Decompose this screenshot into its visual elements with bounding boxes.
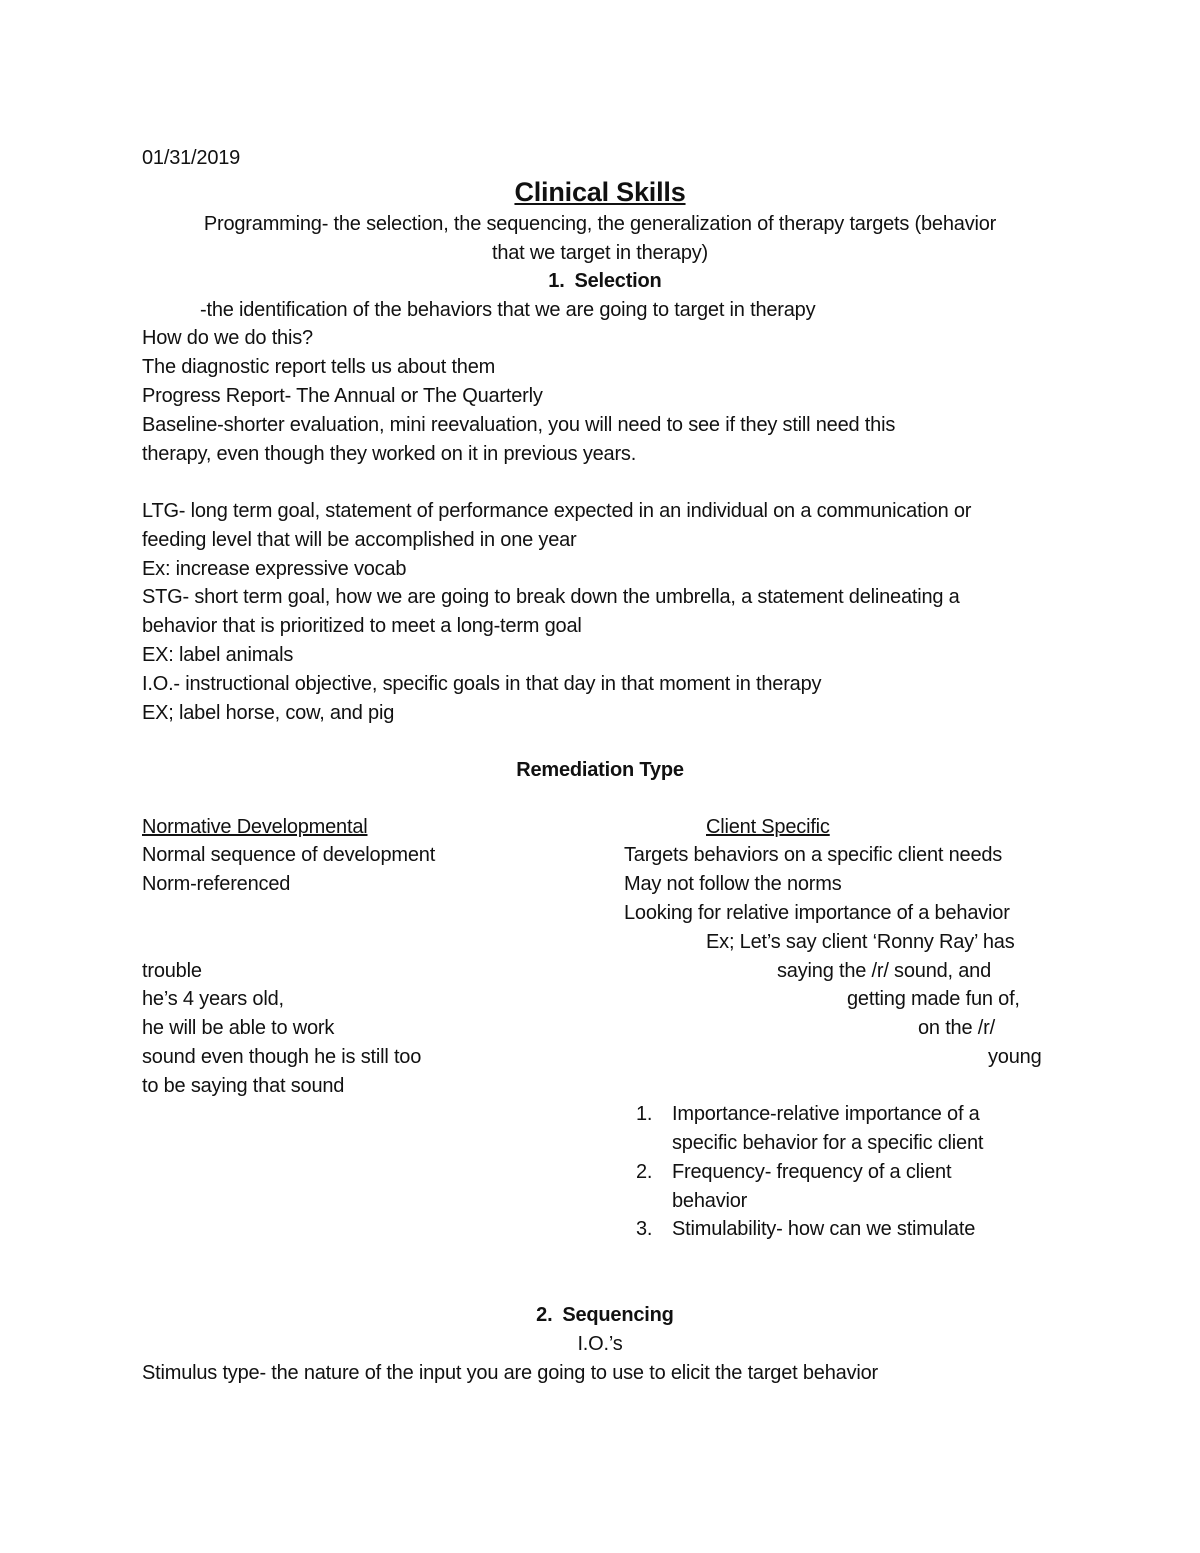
goal-line: LTG- long term goal, statement of performance expected in an individual on a communication or <box>142 500 972 522</box>
selection-definition: -the identification of the behaviors that we are going to target in therapy <box>200 299 816 321</box>
criteria-text-cont: specific behavior for a specific client <box>672 1132 984 1154</box>
example-left-line: he will be able to work <box>142 1017 335 1039</box>
date: 01/31/2019 <box>142 147 241 169</box>
selection-heading <box>0 268 1200 294</box>
page-title: Clinical Skills <box>514 177 686 207</box>
criteria-text: Stimulability- how can we stimulate <box>672 1218 976 1240</box>
sequencing-number: 2. <box>536 1304 553 1326</box>
example-left-line: he’s 4 years old, <box>142 988 284 1010</box>
example-left-line: sound even though he is still too <box>142 1046 422 1068</box>
goal-line: EX: label animals <box>142 644 294 666</box>
client-specific-heading: Client Specific <box>706 816 830 838</box>
selection-line: Progress Report- The Annual or The Quarterly <box>142 385 543 407</box>
client-specific-line: Targets behaviors on a specific client needs <box>624 844 1003 866</box>
goal-line: STG- short term goal, how we are going to break down the umbrella, a statement delineating a <box>142 586 960 608</box>
example-right-line: Ex; Let’s say client ‘Ronny Ray’ has <box>706 931 1015 953</box>
criteria-item <box>636 1101 980 1127</box>
example-left-line: trouble <box>142 960 202 982</box>
stimulus-type-line: Stimulus type- the nature of the input you are going to use to elicit the target behavior <box>142 1362 878 1384</box>
client-specific-line: Looking for relative importance of a behavior <box>624 902 1010 924</box>
example-right-line: young <box>988 1046 1042 1068</box>
criteria-text: Frequency- frequency of a client <box>672 1161 952 1183</box>
selection-heading-text: Selection <box>574 270 662 292</box>
sequencing-heading-text: Sequencing <box>562 1304 674 1326</box>
goal-line: I.O.- instructional objective, specific goals in that day in that moment in therapy <box>142 673 822 695</box>
criteria-item <box>636 1216 975 1242</box>
criteria-number: 1. <box>636 1103 653 1125</box>
client-specific-line: May not follow the norms <box>624 873 842 895</box>
example-right-line: getting made fun of, <box>847 988 1020 1010</box>
sequencing-heading <box>0 1302 1200 1328</box>
selection-line: How do we do this? <box>142 327 313 349</box>
sequencing-sub: I.O.’s <box>577 1333 623 1355</box>
remediation-heading: Remediation Type <box>516 759 684 781</box>
goal-line: feeding level that will be accomplished in one year <box>142 529 577 551</box>
goal-line: behavior that is prioritized to meet a long-term goal <box>142 615 582 637</box>
programming-line-2: that we target in therapy) <box>491 242 709 264</box>
criteria-number: 3. <box>636 1218 653 1240</box>
selection-line: therapy, even though they worked on it in previous years. <box>142 443 637 465</box>
normative-line: Normal sequence of development <box>142 844 436 866</box>
selection-line: The diagnostic report tells us about them <box>142 356 496 378</box>
criteria-item <box>636 1159 951 1185</box>
criteria-text-cont: behavior <box>672 1190 748 1212</box>
criteria-text: Importance-relative importance of a <box>672 1103 980 1125</box>
programming-line-1: Programming- the selection, the sequencing, the generalization of therapy targets (behavior <box>203 213 997 235</box>
selection-number: 1. <box>548 270 565 292</box>
criteria-number: 2. <box>636 1161 653 1183</box>
goal-line: EX; label horse, cow, and pig <box>142 702 395 724</box>
normative-line: Norm-referenced <box>142 873 291 895</box>
normative-heading: Normative Developmental <box>142 816 368 838</box>
example-right-line: saying the /r/ sound, and <box>777 960 992 982</box>
goal-line: Ex: increase expressive vocab <box>142 558 407 580</box>
example-left-line: to be saying that sound <box>142 1075 345 1097</box>
example-right-line: on the /r/ <box>918 1017 995 1039</box>
selection-line: Baseline-shorter evaluation, mini reevaluation, you will need to see if they still need this <box>142 414 896 436</box>
